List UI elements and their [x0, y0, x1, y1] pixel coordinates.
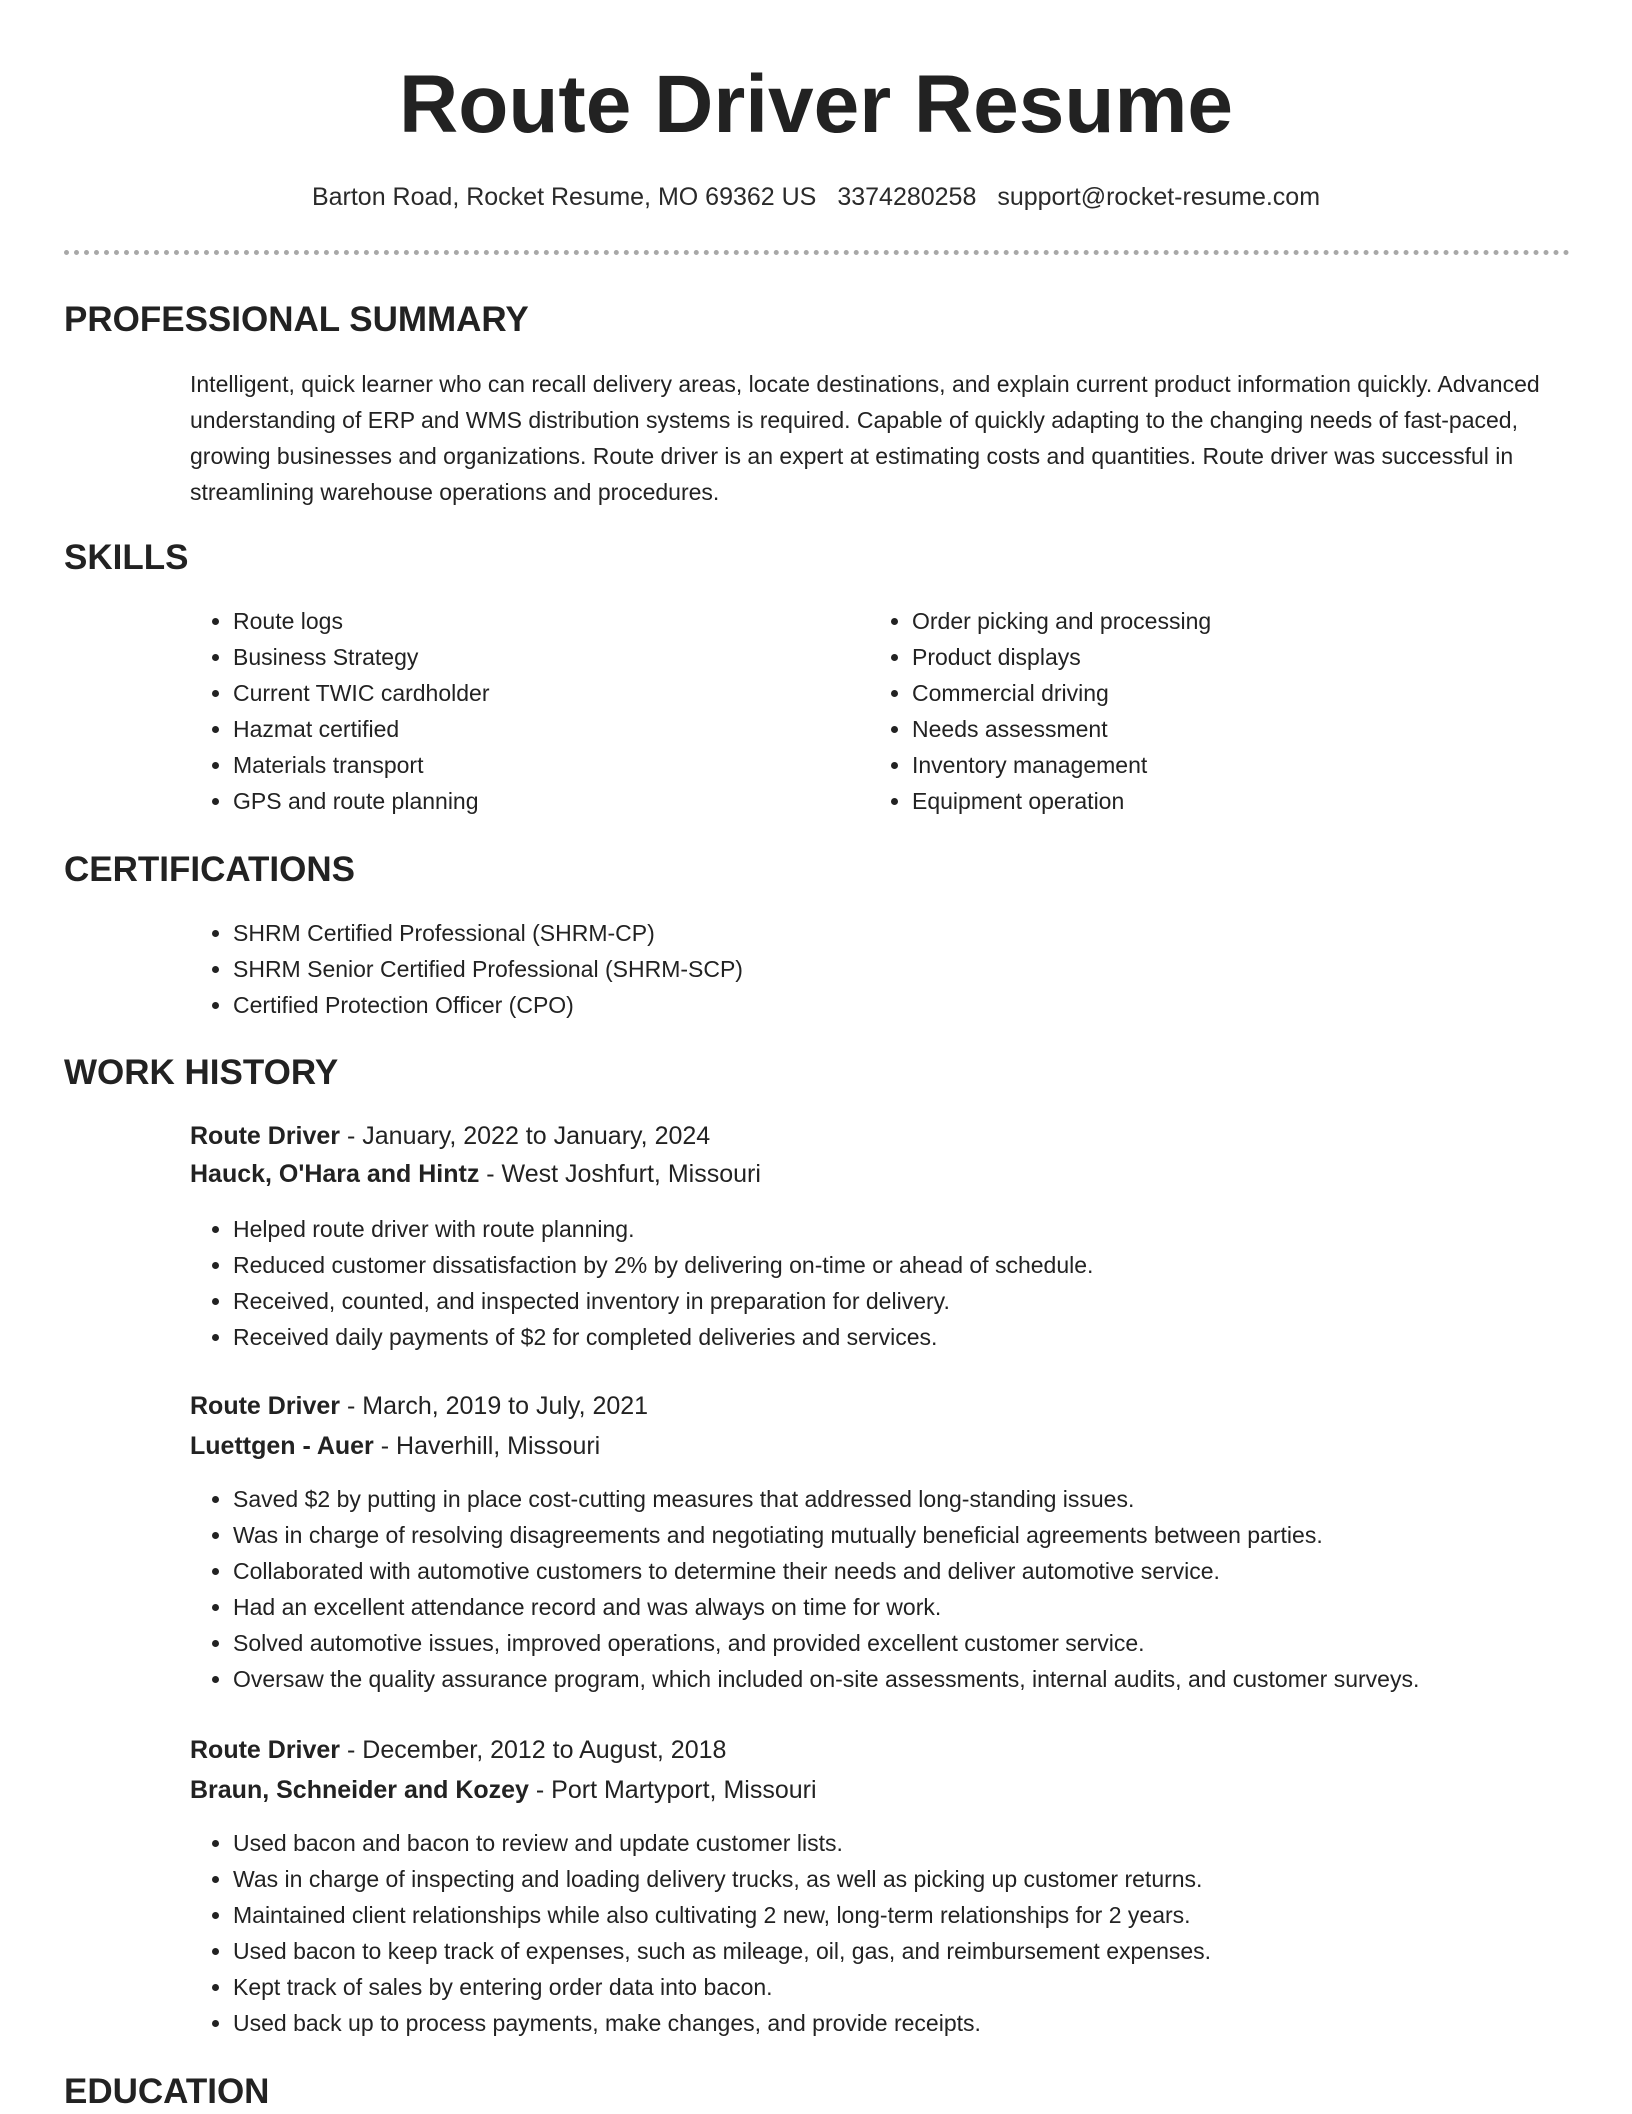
certifications-list — [189, 915, 1533, 1023]
job-company: Braun, Schneider and Kozey — [190, 1776, 529, 1804]
job-title: Route Driver — [190, 1392, 341, 1420]
job-location: - Port Martyport, Missouri — [528, 1776, 817, 1804]
education-heading: EDUCATION — [64, 2072, 270, 2111]
certifications-heading: CERTIFICATIONS — [64, 850, 356, 889]
list-item: • Maintained client relationships while also cultivating 2 new, long-term relationships for 2 years. — [233, 1897, 1632, 1933]
job-dates: - January, 2022 to January, 2024 — [340, 1122, 711, 1150]
list-item: • SHRM Certified Professional (SHRM-CP) — [233, 915, 1533, 951]
list-item: • Helped route driver with route planning. — [233, 1211, 1632, 1247]
job-company-line — [190, 1428, 600, 1464]
list-item: • Was in charge of resolving disagreements and negotiating mutually beneficial agreements between parties. — [233, 1517, 1632, 1553]
contact-email: support@rocket-resume.com — [997, 183, 1321, 211]
summary-heading: PROFESSIONAL SUMMARY — [64, 300, 529, 339]
list-item: • Inventory management — [912, 747, 1512, 783]
list-item: • Saved $2 by putting in place cost-cutting measures that addressed long-standing issues. — [233, 1481, 1632, 1517]
list-item: • Used bacon to keep track of expenses, such as mileage, oil, gas, and reimbursement expenses. — [233, 1933, 1632, 1969]
list-item: • Equipment operation — [912, 783, 1512, 819]
list-item: • Order picking and processing — [912, 603, 1512, 639]
list-item: • Used bacon and bacon to review and update customer lists. — [233, 1825, 1632, 1861]
skills-list-right — [868, 603, 1512, 819]
job-title-line — [190, 1732, 726, 1768]
job-location: - West Joshfurt, Missouri — [479, 1160, 761, 1188]
job-dates: - December, 2012 to August, 2018 — [340, 1736, 727, 1764]
header-divider — [64, 250, 1570, 255]
job-bullets — [189, 1481, 1632, 1697]
list-item: • Business Strategy — [233, 639, 833, 675]
list-item: • Collaborated with automotive customers to determine their needs and deliver automotive service. — [233, 1553, 1632, 1589]
job-title: Route Driver — [190, 1736, 341, 1764]
contact-phone: 3374280258 — [837, 183, 977, 211]
resume-title: Route Driver Resume — [399, 59, 1233, 150]
job-company: Hauck, O'Hara and Hintz — [190, 1160, 480, 1188]
job-company: Luettgen - Auer — [190, 1432, 374, 1460]
skills-list-left — [189, 603, 833, 819]
list-item: • Reduced customer dissatisfaction by 2% by delivering on-time or ahead of schedule. — [233, 1247, 1632, 1283]
list-item: • Oversaw the quality assurance program, which included on-site assessments, internal audits, and customer surveys. — [233, 1661, 1632, 1697]
list-item: • Route logs — [233, 603, 833, 639]
list-item: • SHRM Senior Certified Professional (SHRM-SCP) — [233, 951, 1533, 987]
job-dates: - March, 2019 to July, 2021 — [340, 1392, 649, 1420]
list-item: • Was in charge of inspecting and loading delivery trucks, as well as picking up customer returns. — [233, 1861, 1632, 1897]
list-item: • Product displays — [912, 639, 1512, 675]
job-bullets — [189, 1825, 1632, 2041]
list-item: • Commercial driving — [912, 675, 1512, 711]
job-company-line — [190, 1156, 761, 1192]
contact-line — [0, 180, 1632, 214]
list-item: • Needs assessment — [912, 711, 1512, 747]
list-item: • Received daily payments of $2 for completed deliveries and services. — [233, 1319, 1632, 1355]
list-item: • Hazmat certified — [233, 711, 833, 747]
job-bullets — [189, 1211, 1632, 1355]
contact-address: Barton Road, Rocket Resume, MO 69362 US — [311, 183, 817, 211]
job-title-line — [190, 1118, 710, 1154]
job-company-line — [190, 1772, 817, 1808]
list-item: • Certified Protection Officer (CPO) — [233, 987, 1533, 1023]
list-item: • Materials transport — [233, 747, 833, 783]
job-title: Route Driver — [190, 1122, 341, 1150]
list-item: • Kept track of sales by entering order data into bacon. — [233, 1969, 1632, 2005]
job-location: - Haverhill, Missouri — [373, 1432, 601, 1460]
list-item: • Solved automotive issues, improved operations, and provided excellent customer service. — [233, 1625, 1632, 1661]
list-item: • Received, counted, and inspected inventory in preparation for delivery. — [233, 1283, 1632, 1319]
summary-text: Intelligent, quick learner who can recall delivery areas, locate destinations, and explain current product information quickly. Advanced understanding of ERP and WMS distribution systems is required. Capable of quickly adapting to the changing needs of fast-paced, growing businesses and organizations. Route driver is an expert at estimating costs and quantities. Route driver was successful in streamlining warehouse operations and procedures. — [190, 371, 1540, 505]
work-history-heading: WORK HISTORY — [64, 1053, 339, 1092]
list-item: • GPS and route planning — [233, 783, 833, 819]
skills-heading: SKILLS — [64, 538, 189, 577]
list-item: • Used back up to process payments, make changes, and provide receipts. — [233, 2005, 1632, 2041]
list-item: • Had an excellent attendance record and was always on time for work. — [233, 1589, 1632, 1625]
list-item: • Current TWIC cardholder — [233, 675, 833, 711]
job-title-line — [190, 1388, 648, 1424]
